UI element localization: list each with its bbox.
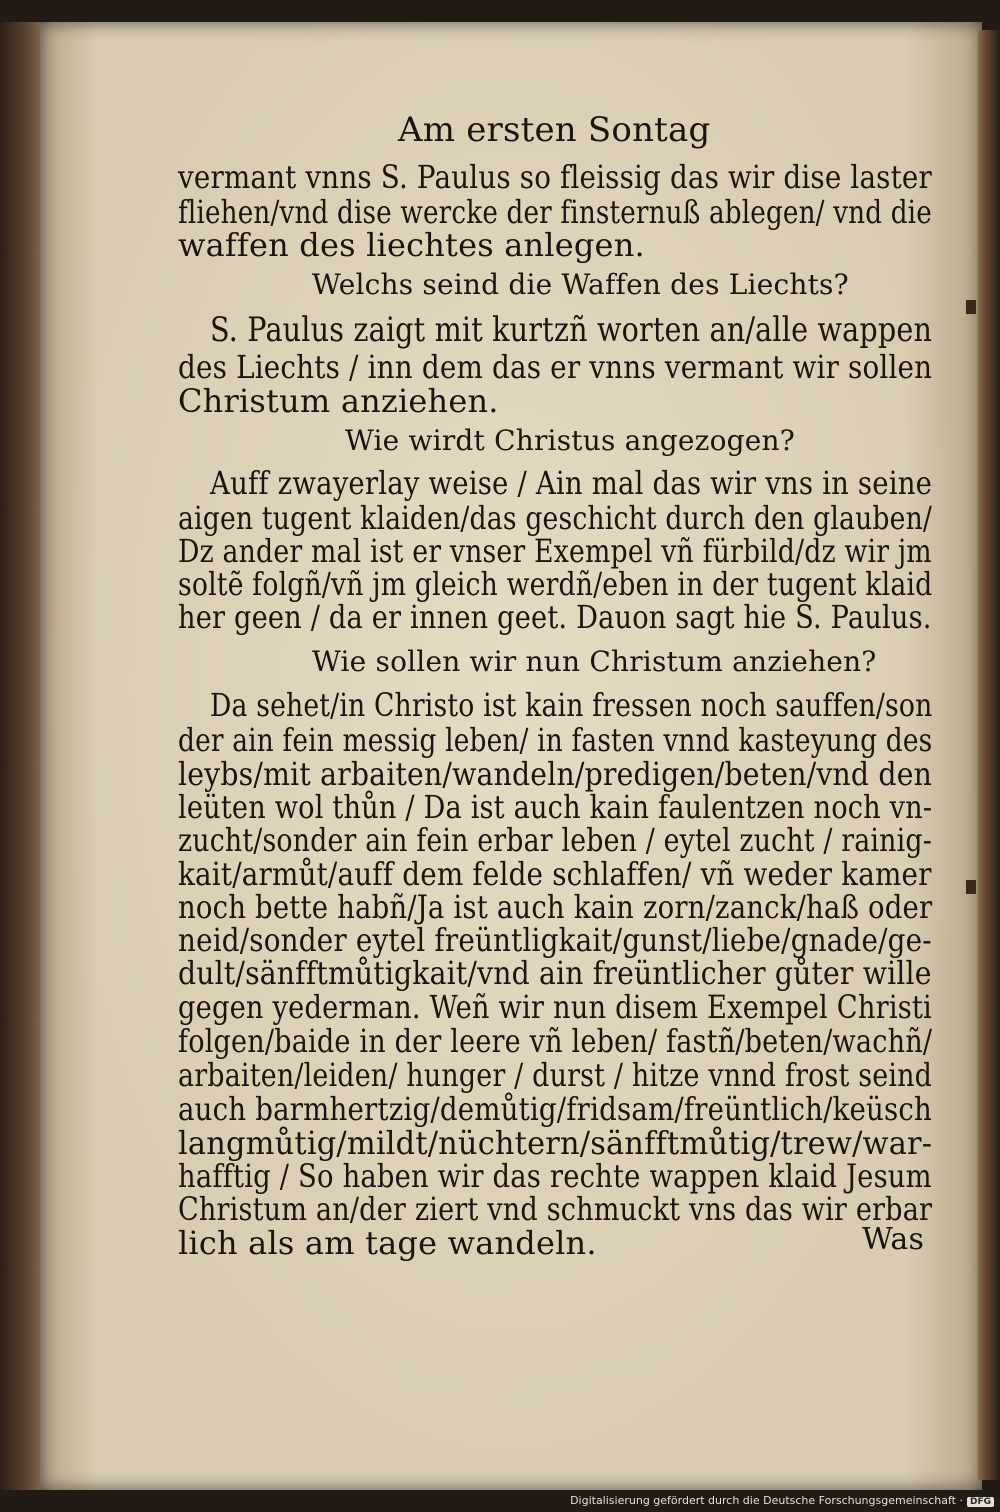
text-line: des Liechts / inn dem das er vnns vermant wir sollen	[178, 348, 933, 386]
text-line: hafftig / So haben wir das rechte wappen klaid Jesum	[178, 1157, 932, 1195]
text-line: kait/armůt/auff dem felde schlaffen/ vñ weder kamer	[178, 855, 932, 893]
question-heading: Wie wirdt Christus angezogen?	[345, 424, 795, 457]
text-line: arbaiten/leiden/ hunger / durst / hitze vnnd frost seind	[178, 1056, 933, 1094]
running-title: Am ersten Sontag	[398, 110, 711, 150]
text-line: soltẽ folgñ/vñ jm gleich werdñ/eben in der tugent klaid	[178, 565, 933, 603]
text-line: Auff zwayerlay weise / Ain mal das wir vns in seine	[210, 464, 933, 502]
edge-mark	[966, 300, 976, 314]
edge-mark	[966, 880, 976, 894]
text-line: neid/sonder eytel freüntligkait/gunst/liebe/gnade/ge-	[178, 921, 932, 959]
text-line: vermant vnns S. Paulus so fleissig das wir dise laster	[178, 158, 932, 196]
book-spine	[0, 22, 44, 1490]
question-heading: Welchs seind die Waffen des Liechts?	[312, 268, 849, 301]
text-line: Christum anziehen.	[178, 382, 499, 420]
digitization-credit	[570, 1494, 994, 1507]
text-line: S. Paulus zaigt mit kurtzñ worten an/alle wappen	[210, 310, 933, 350]
text-line: fliehen/vnd dise wercke der finsternuß ablegen/ vnd die	[178, 193, 932, 231]
text-line: aigen tugent klaiden/das geschicht durch den glauben/	[178, 499, 933, 537]
text-line: gegen yederman. Weñ wir nun disem Exempel Christi	[178, 988, 932, 1026]
dfg-logo: DFG	[967, 1497, 994, 1507]
text-line: dult/sänfftmůtigkait/vnd ain freüntlicher gůter wille	[178, 954, 932, 992]
text-line: lich als am tage wandeln.	[178, 1224, 597, 1262]
text-line: her geen / da er innen geet. Dauon sagt hie S. Paulus.	[178, 598, 932, 636]
credit-text: Digitalisierung gefördert durch die Deutsche Forschungsgemeinschaft ·	[570, 1494, 963, 1507]
text-line: langmůtig/mildt/nüchtern/sänfftmůtig/trew/war-	[178, 1124, 933, 1162]
text-line: Dz ander mal ist er vnser Exempel vñ fürbild/dz wir jm	[178, 532, 932, 570]
catchword: Was	[862, 1222, 925, 1257]
text-line: Da sehet/in Christo ist kain fressen noch sauffen/son	[210, 686, 933, 724]
text-line: folgen/baide in der leere vñ leben/ fastñ/beten/wachñ/	[178, 1022, 933, 1060]
text-line: leybs/mit arbaiten/wandeln/predigen/beten/vnd den	[178, 755, 933, 793]
text-line: noch bette habñ/Ja ist auch kain zorn/zanck/haß oder	[178, 888, 933, 926]
text-line: Christum an/der ziert vnd schmuckt vns das wir erbar	[178, 1190, 933, 1228]
text-line: zucht/sonder ain fein erbar leben / eytel zucht / rainig-	[178, 821, 932, 859]
text-line: auch barmhertzig/demůtig/fridsam/freüntlich/keüsch	[178, 1090, 933, 1128]
text-line: waffen des liechtes anlegen.	[178, 226, 645, 264]
text-line: leüten wol thůn / Da ist auch kain faulentzen noch vn-	[178, 788, 933, 826]
question-heading: Wie sollen wir nun Christum anziehen?	[312, 645, 877, 678]
page-edge	[978, 30, 1000, 1480]
text-line: der ain fein messig leben/ in fasten vnnd kasteyung des	[178, 721, 933, 759]
